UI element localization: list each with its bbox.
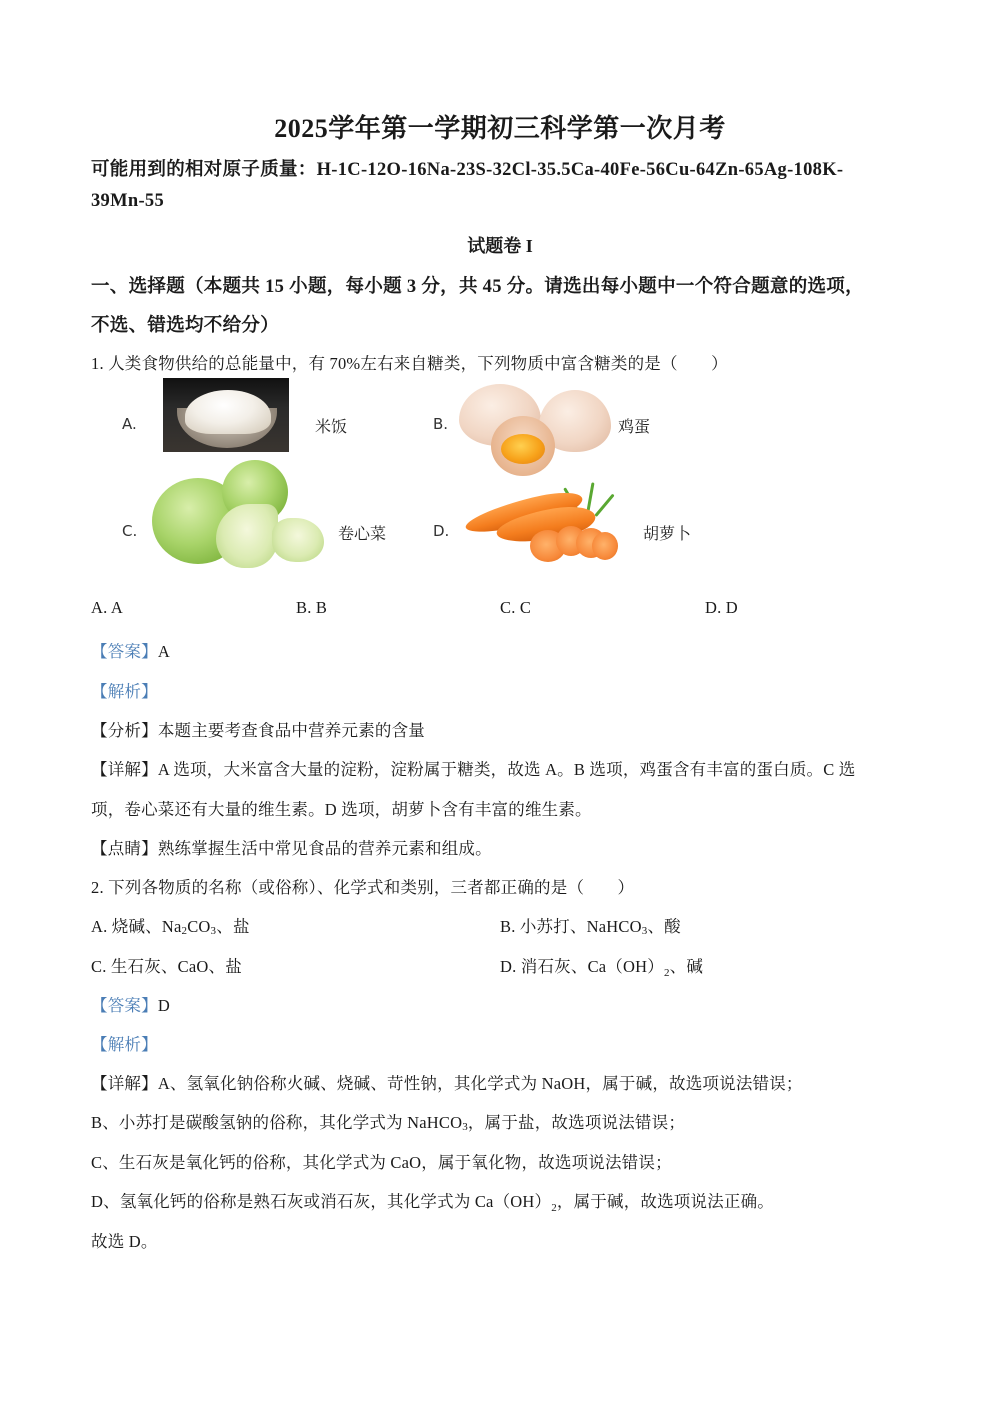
option-text: B. 小苏打、NaHCO — [500, 917, 642, 936]
q1-analysis-label: 【解析】 — [91, 682, 158, 701]
q2-option-d — [500, 953, 703, 979]
detail-text: ，属于盐，故选项说法错误； — [467, 1113, 686, 1132]
q1-image-option-b-food: 鸡蛋 — [618, 417, 651, 436]
eggs-image — [455, 380, 615, 480]
detail-text: A、氢氧化钠俗称火碱、烧碱、苛性钠，其化学式为 NaOH，属于碱，故选项说法错误； — [157, 1074, 803, 1093]
q1-choice-c: C. C — [500, 598, 532, 617]
subscript: 3 — [462, 1121, 468, 1133]
cabbage-wedge-2 — [272, 518, 324, 562]
detail-text: D、氢氧化钙的俗称是熟石灰或消石灰，其化学式为 Ca（OH） — [91, 1192, 552, 1211]
q2-detail-d — [91, 1188, 774, 1214]
q2-analysis-label: 【解析】 — [91, 1035, 158, 1054]
rice-shape — [185, 390, 271, 434]
page-title: 2025学年第一学期初三科学第一次月考 — [274, 114, 726, 143]
q1-dianjing — [91, 835, 492, 859]
section-heading-line-2: 不选、错选均不给分） — [91, 316, 280, 336]
q1-image-option-c-food: 卷心菜 — [338, 524, 387, 543]
subscript: 3 — [210, 925, 217, 937]
subscript: 3 — [641, 925, 648, 937]
q2-answer — [91, 992, 170, 1016]
q1-image-option-a-food: 米饭 — [315, 417, 348, 436]
q2-option-a — [91, 913, 250, 937]
subscript: 2 — [663, 967, 670, 979]
detail-text: B、小苏打是碳酸氢钠的俗称，其化学式为 NaHCO — [91, 1113, 463, 1132]
q1-image-option-d-food: 胡萝卜 — [643, 524, 692, 543]
q1-image-option-a-label: A. — [122, 415, 137, 433]
q1-image-option-d-label: D. — [433, 522, 450, 540]
q1-detail-line-2: 项，卷心菜还有大量的维生素。D 选项，胡萝卜含有丰富的维生素。 — [91, 800, 592, 819]
cabbage-wedge-1 — [216, 504, 278, 568]
dianjing-text: 熟练掌握生活中常见食品的营养元素和组成。 — [157, 839, 492, 858]
question-2-stem: 2. 下列各物质的名称（或俗称）、化学式和类别，三者都正确的是（ ） — [91, 878, 635, 897]
section-heading-line-1: 一、选择题（本题共 15 小题，每小题 3 分，共 45 分。请选出每小题中一个符合题意的选项， — [91, 277, 864, 297]
question-1-stem: 1. 人类食物供给的总能量中，有 70%左右来自糖类，下列物质中富含糖类的是（ ） — [91, 354, 728, 373]
answer-value: A — [157, 642, 170, 661]
q2-conclusion: 故选 D。 — [91, 1232, 158, 1251]
option-text: 、酸 — [647, 917, 681, 936]
q2-detail-b — [91, 1109, 685, 1133]
option-text: D. 消石灰、Ca（OH） — [500, 957, 664, 976]
carrot-slice — [592, 532, 618, 560]
option-text: 、碱 — [669, 957, 704, 976]
detail-text: A 选项，大米富含大量的淀粉，淀粉属于糖类，故选 A。B 选项，鸡蛋含有丰富的蛋白质。C 选 — [157, 760, 856, 779]
paper-label: 试题卷 I — [467, 236, 533, 256]
detail-label: 【详解】 — [91, 760, 158, 779]
egg-yolk — [501, 434, 545, 464]
option-text: CO — [187, 917, 211, 936]
subscript: 2 — [181, 925, 188, 937]
fenxi-text: 本题主要考查食品中营养元素的含量 — [157, 721, 426, 740]
q1-choice-d: D. D — [705, 598, 738, 617]
answer-label: 【答案】 — [91, 996, 158, 1015]
atomic-mass-values: H-1C-12O-16Na-23S-32Cl-35.5Ca-40Fe-56Cu-64Zn-65Ag-108K- — [316, 160, 844, 180]
option-text: 、盐 — [216, 917, 250, 936]
carrot-leaf — [594, 494, 614, 517]
subscript: 2 — [551, 1202, 557, 1214]
detail-text: ，属于碱，故选项说法正确。 — [556, 1192, 775, 1211]
atomic-mass-label: 可能用到的相对原子质量： — [91, 160, 317, 180]
cabbage-image — [150, 460, 330, 570]
q2-detail-c: C、生石灰是氧化钙的俗称，其化学式为 CaO，属于氧化物，故选项说法错误； — [91, 1153, 672, 1172]
q2-option-c: C. 生石灰、CaO、盐 — [91, 957, 242, 976]
carrot-image — [460, 476, 620, 566]
atomic-mass-line-1 — [91, 155, 843, 181]
q1-answer — [91, 638, 170, 662]
q1-choice-a: A. A — [91, 598, 123, 617]
q1-fenxi — [91, 717, 425, 741]
q1-choice-b: B. B — [296, 598, 328, 617]
q2-detail-a — [91, 1070, 803, 1094]
atomic-mass-line-2: 39Mn-55 — [91, 191, 165, 211]
answer-value: D — [157, 996, 170, 1015]
detail-label: 【详解】 — [91, 1074, 158, 1093]
fenxi-label: 【分析】 — [91, 721, 158, 740]
answer-label: 【答案】 — [91, 642, 158, 661]
dianjing-label: 【点睛】 — [91, 839, 158, 858]
option-text: A. 烧碱、Na — [91, 917, 182, 936]
q2-option-b — [500, 913, 681, 937]
rice-bowl-image — [163, 378, 289, 452]
q1-detail-line-1 — [91, 756, 855, 780]
q1-image-option-c-label: C. — [122, 522, 138, 540]
q1-image-option-b-label: B. — [433, 415, 449, 433]
